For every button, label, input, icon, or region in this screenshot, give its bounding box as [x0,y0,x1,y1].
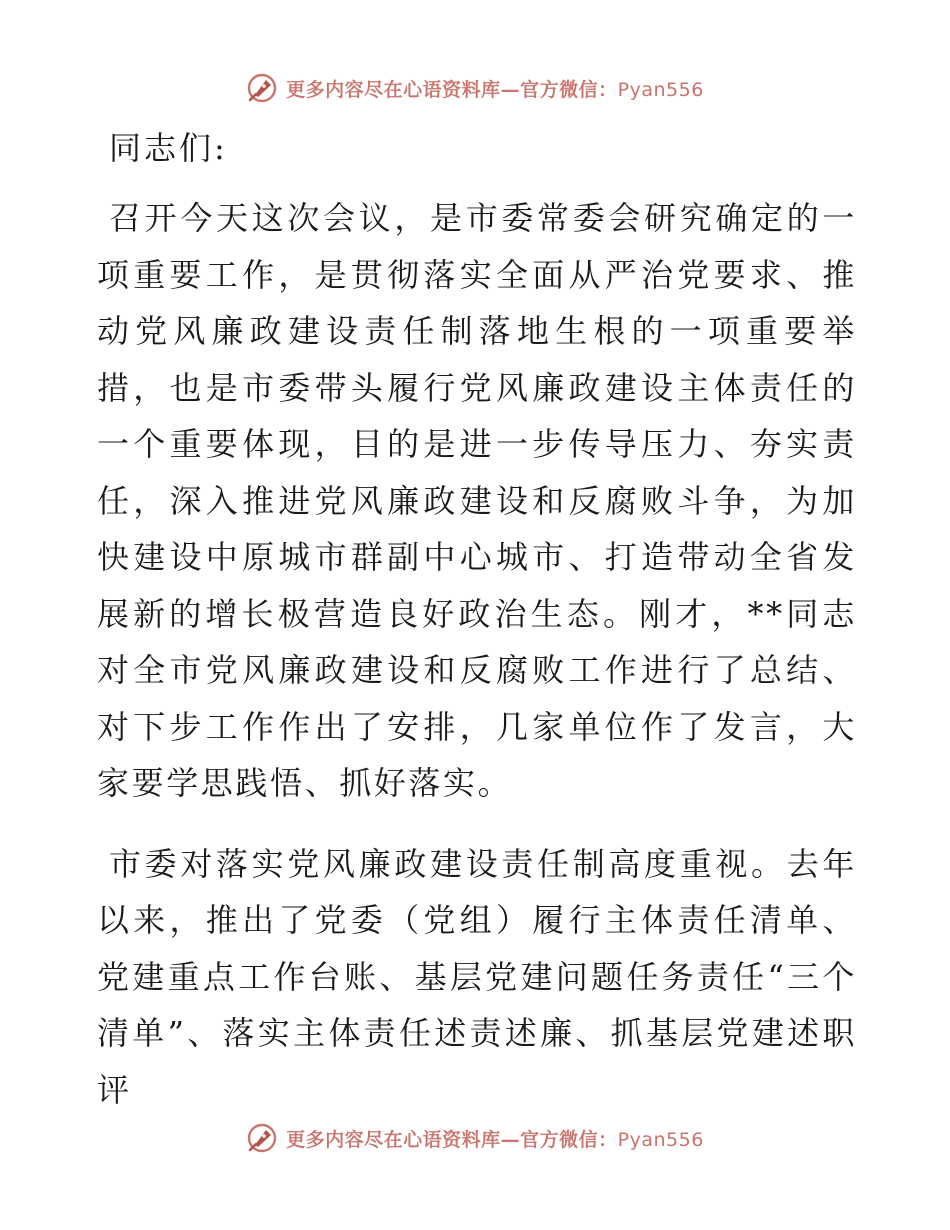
watermark-id: Pyan556 [617,1128,704,1151]
document-body [97,120,857,1142]
watermark-footer [0,1122,950,1154]
pen-nib-icon [246,72,278,104]
watermark-id: Pyan556 [617,78,704,101]
paragraph-2: 市委对落实党风廉政建设责任制高度重视。去年以来，推出了党委（党组）履行主体责任清单、党建重点工作台账、基层党建问题任务责任“三个清单”、落实主体责任述责述廉、抓基层党建述职评 [97,844,857,1109]
watermark-text: 更多内容尽在心语资料库—官方微信：Pyan556 [286,1128,704,1151]
watermark-text: 更多内容尽在心语资料库—官方微信：Pyan556 [286,78,704,101]
watermark-header [0,72,950,104]
pen-nib-icon [246,1122,278,1154]
paragraph-1: 召开今天这次会议，是市委常委会研究确定的一项重要工作，是贯彻落实全面从严治党要求、推动党风廉政建设责任制落地生根的一项重要举措，也是市委带头履行党风廉政建设主体责任的一个重要体现，目的是进一步传导压力、夯实责任，深入推进党风廉政建设和反腐败斗争，为加快建设中原城市群副中心城市、打造带动全省发展新的增长极营造良好政治生态。刚才，**同志对全市党风廉政建设和反腐败工作进行了总结、对下步工作作出了安排，几家单位作了发言，大家要学思践悟、抓好落实。 [97,199,857,802]
greeting: 同志们: [109,129,228,167]
